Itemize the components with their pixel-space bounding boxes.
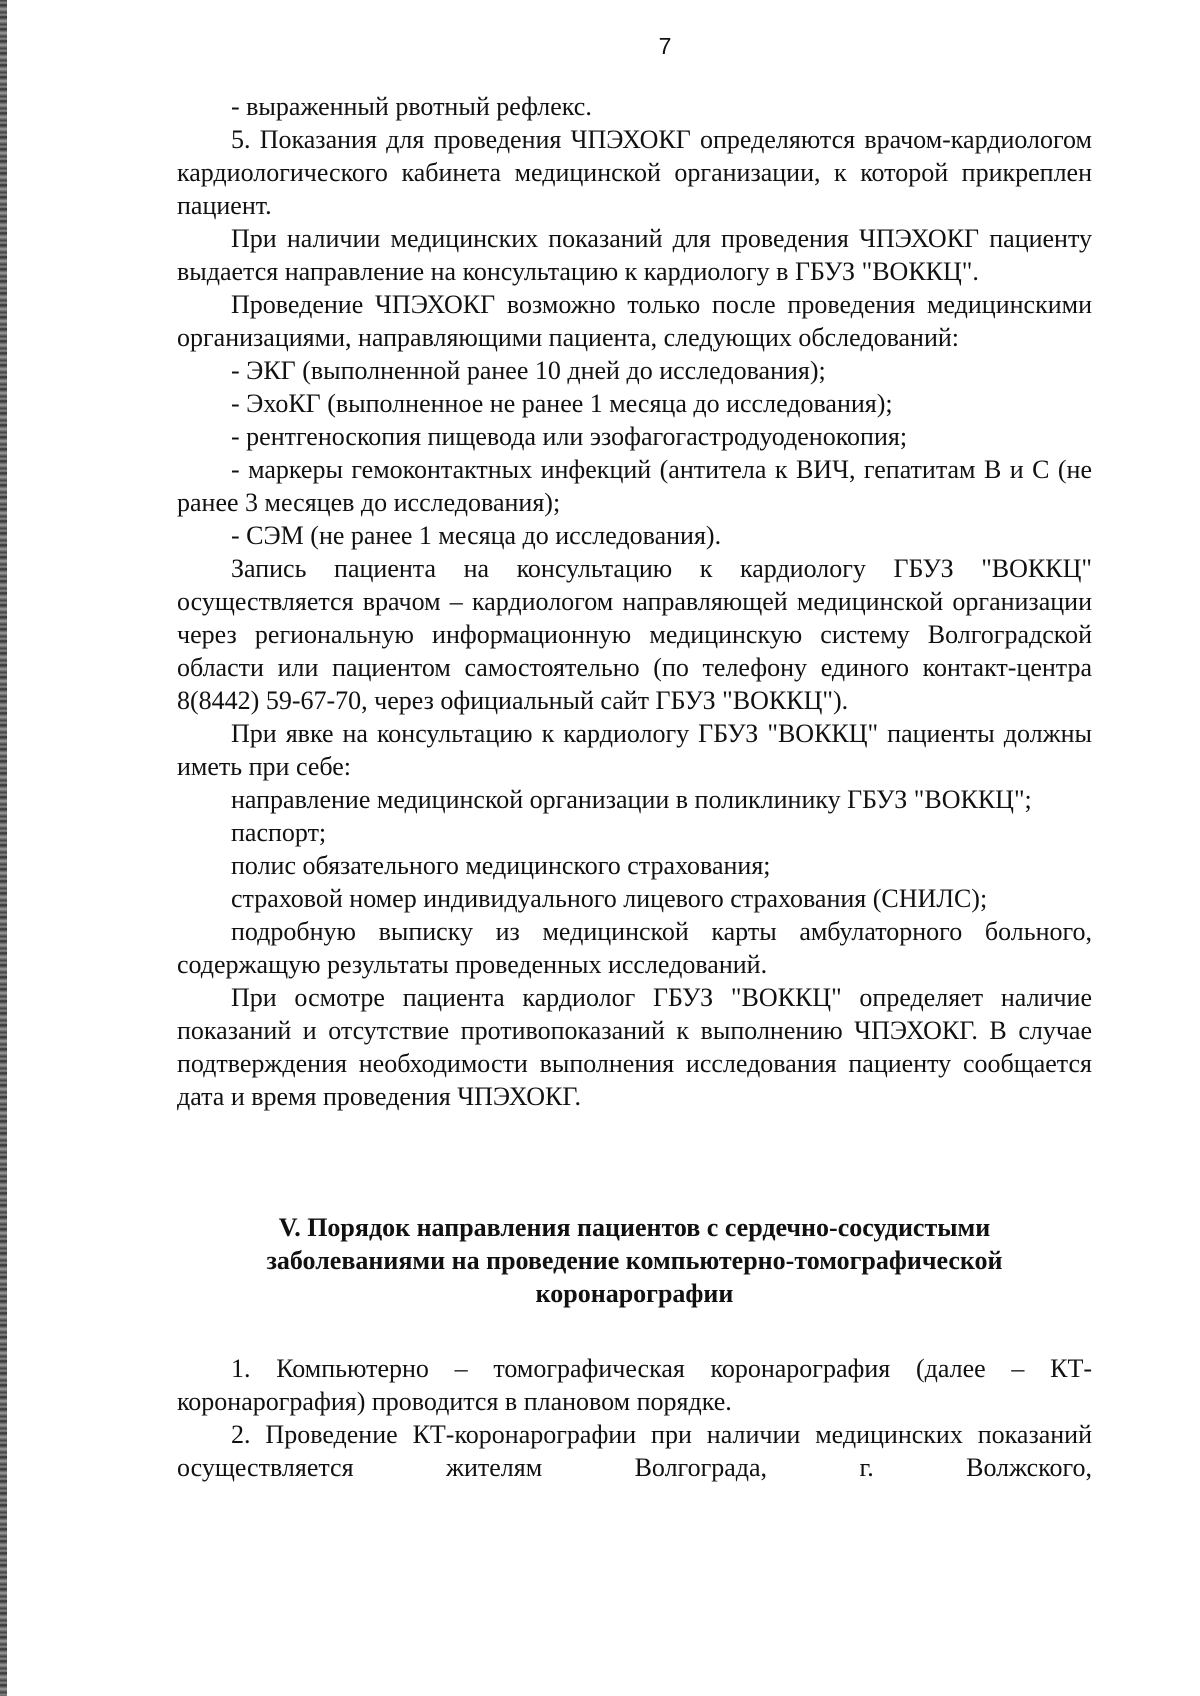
list-item-infection-markers: - маркеры гемоконтактных инфекций (антитела к ВИЧ, гепатитам В и С (не ранее 3 месяцев до исследования);	[177, 455, 1092, 517]
list-item-passport: паспорт;	[231, 818, 327, 847]
paragraph-prerequisites: Проведение ЧПЭХОКГ возможно только после проведения медицинскими организациями, направляющими пациента, следующих обследований:	[177, 290, 1092, 352]
paragraph-examination: При осмотре пациента кардиолог ГБУЗ "ВОККЦ" определяет наличие показаний и отсутствие противопоказаний к выполнению ЧПЭХОКГ. В случае подтверждения необходимости выполнения исследования пациенту сообщается дата и время проведения ЧПЭХОКГ.	[177, 983, 1092, 1111]
scan-edge	[0, 0, 7, 1696]
list-item-insurance-policy: полис обязательного медицинского страхования;	[231, 851, 771, 880]
spacer	[177, 1310, 1092, 1352]
list-item-snils: страховой номер индивидуального лицевого страхования (СНИЛС);	[231, 884, 988, 913]
section-title-line-2: заболеваниями на проведение компьютерно-томографической	[266, 1246, 1003, 1275]
section-title-line-3: коронарографии	[535, 1279, 734, 1308]
list-item-ecg: - ЭКГ (выполненной ранее 10 дней до исследования);	[231, 356, 826, 385]
paragraph-referral: При наличии медицинских показаний для проведения ЧПЭХОКГ пациенту выдается направление на консультацию к кардиологу в ГБУЗ "ВОККЦ".	[177, 224, 1092, 286]
list-item-medical-extract: подробную выписку из медицинской карты амбулаторного больного, содержащую результаты проведенных исследований.	[177, 917, 1092, 979]
page-number: 7	[658, 33, 672, 59]
paragraph-appointment: Запись пациента на консультацию к кардиологу ГБУЗ "ВОККЦ" осуществляется врачом – кардиологом направляющей медицинской организации через региональную информационную медицинскую систему Волгоградской области или пациентом самостоятельно (по телефону единого контакт-центра 8(8442) 59-67-70, через официальный сайт ГБУЗ "ВОККЦ").	[177, 554, 1092, 715]
section-title-line-1: V. Порядок направления пациентов с сердечно-сосудистыми	[278, 1213, 991, 1242]
list-item-echocg: - ЭхоКГ (выполненное не ранее 1 месяца до исследования);	[231, 389, 893, 418]
paragraph-documents-intro: При явке на консультацию к кардиологу ГБУЗ "ВОККЦ" пациенты должны иметь при себе:	[177, 719, 1092, 781]
paragraph-indications: 5. Показания для проведения ЧПЭХОКГ определяются врачом-кардиологом кардиологического кабинета медицинской организации, к которой прикреплен пациент.	[177, 125, 1092, 220]
section-title	[177, 1211, 1092, 1310]
list-item-sem: - СЭМ (не ранее 1 месяца до исследования).	[231, 521, 722, 550]
list-item-xray: - рентгеноскопия пищевода или эзофагогастродуоденокопия;	[231, 422, 908, 451]
paragraph-gag-reflex: - выраженный рвотный рефлекс.	[231, 92, 592, 121]
paragraph-ct-residents: 2. Проведение КТ-коронарографии при наличии медицинских показаний осуществляется жителям Волгограда, г. Волжского,	[177, 1420, 1092, 1482]
paragraph-ct-planned: 1. Компьютерно – томографическая коронарография (далее – КТ-коронарография) проводится в плановом порядке.	[177, 1354, 1092, 1416]
list-item-referral-doc: направление медицинской организации в поликлинику ГБУЗ "ВОККЦ";	[231, 785, 1032, 814]
document-body	[177, 90, 1092, 1484]
